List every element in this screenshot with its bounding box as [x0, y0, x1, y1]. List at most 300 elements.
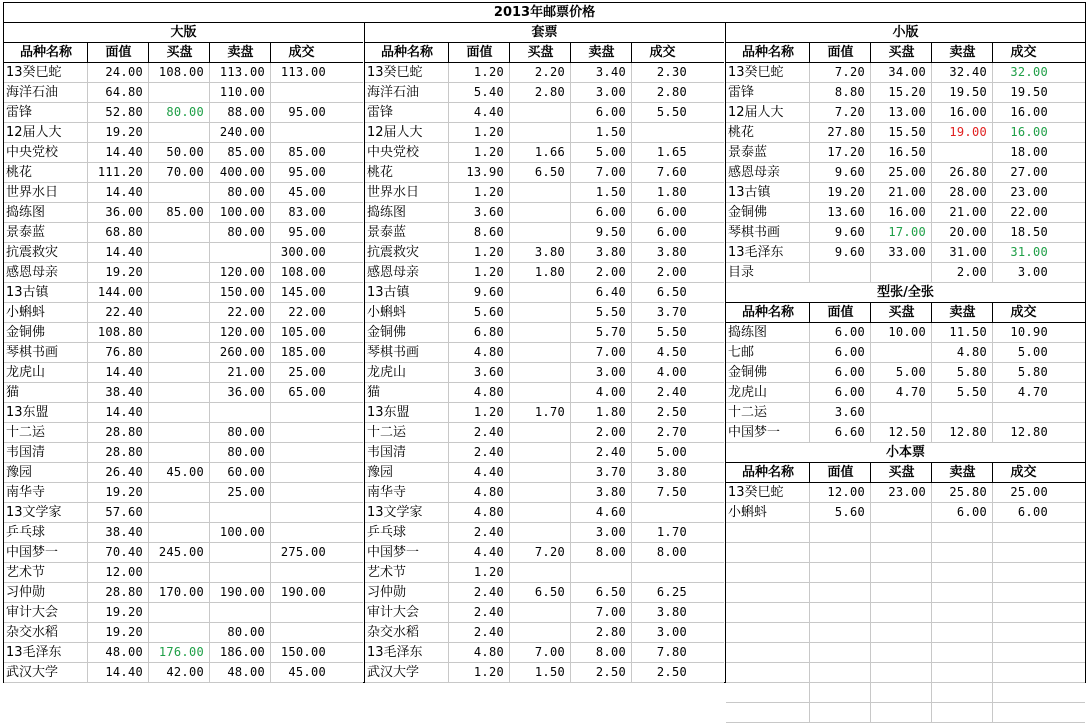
price-cell[interactable]: 176.00 — [158, 645, 204, 659]
price-cell[interactable]: 21.00 — [227, 365, 265, 379]
price-cell[interactable]: 95.00 — [288, 105, 326, 119]
price-cell[interactable] — [871, 563, 932, 583]
price-cell[interactable]: 10.00 — [888, 325, 926, 339]
price-cell[interactable]: 3.80 — [595, 485, 626, 499]
price-cell[interactable] — [993, 583, 1054, 603]
stamp-name-cell[interactable]: 景泰蓝 — [728, 145, 768, 160]
price-cell[interactable]: 32.40 — [949, 65, 987, 79]
stamp-name-cell[interactable]: 抗震救灾 — [367, 245, 420, 260]
price-cell[interactable] — [871, 523, 932, 543]
price-cell[interactable]: 7.00 — [595, 345, 626, 359]
price-cell[interactable] — [149, 483, 210, 503]
price-cell[interactable] — [149, 283, 210, 303]
price-cell[interactable]: 6.80 — [473, 325, 504, 339]
stamp-name-cell[interactable]: 13癸巳蛇 — [367, 65, 423, 80]
price-cell[interactable]: 12.80 — [949, 425, 987, 439]
price-cell[interactable]: 64.80 — [105, 85, 143, 99]
price-cell[interactable]: 5.60 — [834, 505, 865, 519]
price-cell[interactable]: 83.00 — [288, 205, 326, 219]
price-cell[interactable]: 6.00 — [656, 225, 687, 239]
price-cell[interactable] — [149, 503, 210, 523]
price-cell[interactable] — [810, 603, 871, 623]
stamp-name-cell[interactable]: 13毛泽东 — [728, 245, 784, 260]
price-cell[interactable] — [210, 403, 271, 423]
price-cell[interactable]: 27.80 — [827, 125, 865, 139]
price-cell[interactable]: 113.00 — [280, 65, 326, 79]
price-cell[interactable] — [571, 563, 632, 583]
stamp-name-cell[interactable]: 武汉大学 — [6, 665, 59, 680]
price-cell[interactable] — [810, 643, 871, 663]
price-cell[interactable]: 52.80 — [105, 105, 143, 119]
price-cell[interactable]: 85.00 — [166, 205, 204, 219]
price-cell[interactable] — [271, 443, 332, 463]
price-cell[interactable]: 108.00 — [280, 265, 326, 279]
price-cell[interactable] — [871, 663, 932, 683]
price-cell[interactable]: 70.40 — [105, 545, 143, 559]
price-cell[interactable]: 25.80 — [949, 485, 987, 499]
price-cell[interactable]: 60.00 — [227, 465, 265, 479]
stamp-name-cell[interactable]: 韦国清 — [367, 445, 407, 460]
stamp-name-cell[interactable]: 金铜佛 — [6, 325, 46, 340]
price-cell[interactable]: 4.70 — [895, 385, 926, 399]
price-cell[interactable] — [510, 103, 571, 123]
stamp-name-cell[interactable]: 南华寺 — [367, 485, 407, 500]
stamp-name-cell[interactable] — [726, 543, 810, 563]
price-cell[interactable] — [510, 443, 571, 463]
price-cell[interactable]: 11.50 — [949, 325, 987, 339]
price-cell[interactable]: 6.00 — [834, 345, 865, 359]
stamp-name-cell[interactable]: 武汉大学 — [367, 665, 420, 680]
price-cell[interactable] — [993, 643, 1054, 663]
price-cell[interactable]: 3.00 — [595, 85, 626, 99]
price-cell[interactable] — [993, 403, 1054, 423]
price-cell[interactable] — [810, 583, 871, 603]
price-cell[interactable] — [932, 623, 993, 643]
price-cell[interactable] — [510, 483, 571, 503]
price-cell[interactable] — [932, 403, 993, 423]
price-cell[interactable]: 3.80 — [534, 245, 565, 259]
price-cell[interactable]: 2.00 — [595, 425, 626, 439]
price-cell[interactable] — [632, 563, 693, 583]
price-cell[interactable]: 80.00 — [227, 225, 265, 239]
price-cell[interactable]: 120.00 — [219, 265, 265, 279]
price-cell[interactable] — [271, 463, 332, 483]
price-cell[interactable] — [993, 623, 1054, 643]
price-cell[interactable]: 19.20 — [105, 605, 143, 619]
stamp-name-cell[interactable] — [726, 683, 810, 703]
price-cell[interactable]: 2.30 — [656, 65, 687, 79]
price-cell[interactable] — [510, 503, 571, 523]
price-cell[interactable]: 1.66 — [534, 145, 565, 159]
price-cell[interactable]: 8.60 — [473, 225, 504, 239]
price-cell[interactable] — [871, 703, 932, 723]
price-cell[interactable]: 144.00 — [97, 285, 143, 299]
price-cell[interactable]: 4.80 — [473, 385, 504, 399]
price-cell[interactable] — [271, 423, 332, 443]
price-cell[interactable]: 14.40 — [105, 665, 143, 679]
price-cell[interactable] — [510, 423, 571, 443]
price-cell[interactable]: 85.00 — [288, 145, 326, 159]
stamp-name-cell[interactable] — [726, 583, 810, 603]
price-cell[interactable]: 38.40 — [105, 385, 143, 399]
price-cell[interactable] — [149, 323, 210, 343]
stamp-name-cell[interactable]: 13癸巳蛇 — [728, 485, 784, 500]
price-cell[interactable]: 19.20 — [105, 625, 143, 639]
price-cell[interactable] — [932, 563, 993, 583]
stamp-name-cell[interactable]: 捣练图 — [6, 205, 46, 220]
price-cell[interactable]: 2.80 — [595, 625, 626, 639]
price-cell[interactable]: 80.00 — [227, 445, 265, 459]
price-cell[interactable] — [810, 703, 871, 723]
price-cell[interactable]: 45.00 — [166, 465, 204, 479]
price-cell[interactable]: 8.00 — [595, 545, 626, 559]
price-cell[interactable] — [810, 683, 871, 703]
stamp-name-cell[interactable]: 感恩母亲 — [728, 165, 781, 180]
price-cell[interactable]: 5.60 — [473, 305, 504, 319]
price-cell[interactable]: 22.40 — [105, 305, 143, 319]
stamp-name-cell[interactable]: 七邮 — [728, 345, 755, 360]
price-cell[interactable]: 21.00 — [888, 185, 926, 199]
price-cell[interactable] — [149, 403, 210, 423]
price-cell[interactable]: 12.00 — [105, 565, 143, 579]
price-cell[interactable] — [510, 463, 571, 483]
price-cell[interactable]: 23.00 — [1010, 185, 1048, 199]
price-cell[interactable]: 2.40 — [473, 525, 504, 539]
price-cell[interactable]: 48.00 — [227, 665, 265, 679]
price-cell[interactable]: 2.50 — [595, 665, 626, 679]
stamp-name-cell[interactable]: 感恩母亲 — [367, 265, 420, 280]
price-cell[interactable] — [932, 643, 993, 663]
price-cell[interactable]: 2.70 — [656, 425, 687, 439]
price-cell[interactable]: 16.00 — [1010, 125, 1048, 139]
price-cell[interactable] — [993, 663, 1054, 683]
stamp-name-cell[interactable]: 十二运 — [6, 425, 46, 440]
price-cell[interactable]: 19.50 — [949, 85, 987, 99]
price-cell[interactable]: 185.00 — [280, 345, 326, 359]
price-cell[interactable]: 17.20 — [827, 145, 865, 159]
price-cell[interactable] — [149, 523, 210, 543]
price-cell[interactable]: 1.20 — [473, 405, 504, 419]
price-cell[interactable] — [510, 523, 571, 543]
price-cell[interactable]: 2.20 — [534, 65, 565, 79]
price-cell[interactable] — [993, 563, 1054, 583]
price-cell[interactable]: 3.00 — [1017, 265, 1048, 279]
price-cell[interactable]: 95.00 — [288, 165, 326, 179]
price-cell[interactable]: 4.00 — [656, 365, 687, 379]
price-cell[interactable] — [871, 643, 932, 663]
price-cell[interactable] — [271, 123, 332, 143]
price-cell[interactable] — [810, 663, 871, 683]
price-cell[interactable]: 6.50 — [656, 285, 687, 299]
price-cell[interactable]: 1.80 — [656, 185, 687, 199]
price-cell[interactable] — [149, 623, 210, 643]
stamp-name-cell[interactable]: 13毛泽东 — [367, 645, 423, 660]
stamp-name-cell[interactable]: 12届人大 — [728, 105, 784, 120]
stamp-name-cell[interactable]: 雷锋 — [367, 105, 394, 120]
price-cell[interactable]: 65.00 — [288, 385, 326, 399]
price-cell[interactable]: 3.00 — [595, 365, 626, 379]
price-cell[interactable] — [993, 703, 1054, 723]
stamp-name-cell[interactable]: 12届人大 — [6, 125, 62, 140]
price-cell[interactable]: 240.00 — [219, 125, 265, 139]
price-cell[interactable]: 7.20 — [834, 105, 865, 119]
price-cell[interactable]: 150.00 — [219, 285, 265, 299]
price-cell[interactable]: 14.40 — [105, 245, 143, 259]
price-cell[interactable] — [149, 243, 210, 263]
price-cell[interactable]: 28.80 — [105, 585, 143, 599]
price-cell[interactable]: 8.00 — [656, 545, 687, 559]
price-cell[interactable] — [149, 83, 210, 103]
price-cell[interactable]: 25.00 — [227, 485, 265, 499]
price-cell[interactable]: 6.00 — [834, 365, 865, 379]
price-cell[interactable]: 3.60 — [473, 365, 504, 379]
price-cell[interactable]: 190.00 — [219, 585, 265, 599]
price-cell[interactable] — [510, 123, 571, 143]
price-cell[interactable]: 16.50 — [888, 145, 926, 159]
price-cell[interactable]: 12.50 — [888, 425, 926, 439]
price-cell[interactable]: 5.50 — [656, 325, 687, 339]
price-cell[interactable]: 7.60 — [656, 165, 687, 179]
price-cell[interactable]: 4.80 — [473, 345, 504, 359]
price-cell[interactable] — [932, 143, 993, 163]
price-cell[interactable]: 3.00 — [656, 625, 687, 639]
stamp-name-cell[interactable]: 习仲勋 — [367, 585, 407, 600]
price-cell[interactable]: 13.00 — [888, 105, 926, 119]
price-cell[interactable] — [149, 343, 210, 363]
price-cell[interactable]: 15.20 — [888, 85, 926, 99]
price-cell[interactable]: 3.60 — [834, 405, 865, 419]
price-cell[interactable]: 4.70 — [1017, 385, 1048, 399]
stamp-name-cell[interactable]: 豫园 — [367, 465, 394, 480]
stamp-name-cell[interactable]: 13古镇 — [367, 285, 410, 300]
price-cell[interactable] — [810, 523, 871, 543]
stamp-name-cell[interactable]: 乒乓球 — [6, 525, 46, 540]
stamp-name-cell[interactable]: 12届人大 — [367, 125, 423, 140]
price-cell[interactable]: 1.20 — [473, 265, 504, 279]
stamp-name-cell[interactable]: 金铜佛 — [728, 365, 768, 380]
price-cell[interactable]: 22.00 — [227, 305, 265, 319]
stamp-name-cell[interactable]: 中国梦一 — [6, 545, 59, 560]
price-cell[interactable]: 4.80 — [956, 345, 987, 359]
price-cell[interactable]: 28.00 — [949, 185, 987, 199]
stamp-name-cell[interactable]: 琴棋书画 — [6, 345, 59, 360]
price-cell[interactable]: 300.00 — [280, 245, 326, 259]
stamp-name-cell[interactable]: 豫园 — [6, 465, 33, 480]
price-cell[interactable]: 7.50 — [656, 485, 687, 499]
stamp-name-cell[interactable]: 杂交水稻 — [367, 625, 420, 640]
price-cell[interactable]: 6.50 — [534, 165, 565, 179]
price-cell[interactable]: 9.60 — [473, 285, 504, 299]
price-cell[interactable]: 31.00 — [949, 245, 987, 259]
price-cell[interactable]: 6.50 — [534, 585, 565, 599]
price-cell[interactable] — [510, 563, 571, 583]
price-cell[interactable]: 2.40 — [473, 585, 504, 599]
stamp-name-cell[interactable]: 世界水日 — [6, 185, 59, 200]
price-cell[interactable]: 80.00 — [227, 625, 265, 639]
stamp-name-cell[interactable]: 13古镇 — [728, 185, 771, 200]
price-cell[interactable]: 4.80 — [473, 505, 504, 519]
stamp-name-cell[interactable]: 桃花 — [728, 125, 755, 140]
stamp-name-cell[interactable]: 龙虎山 — [367, 365, 407, 380]
price-cell[interactable]: 4.40 — [473, 545, 504, 559]
price-cell[interactable]: 186.00 — [219, 645, 265, 659]
price-cell[interactable]: 5.80 — [1017, 365, 1048, 379]
price-cell[interactable]: 2.40 — [473, 625, 504, 639]
price-cell[interactable] — [210, 563, 271, 583]
price-cell[interactable] — [149, 423, 210, 443]
price-cell[interactable]: 110.00 — [219, 85, 265, 99]
price-cell[interactable] — [810, 263, 871, 283]
price-cell[interactable] — [271, 83, 332, 103]
price-cell[interactable] — [510, 303, 571, 323]
price-cell[interactable]: 113.00 — [219, 65, 265, 79]
price-cell[interactable] — [149, 123, 210, 143]
price-cell[interactable]: 6.50 — [595, 585, 626, 599]
price-cell[interactable]: 3.00 — [595, 525, 626, 539]
price-cell[interactable]: 50.00 — [166, 145, 204, 159]
stamp-name-cell[interactable]: 韦国清 — [6, 445, 46, 460]
price-cell[interactable]: 19.20 — [105, 125, 143, 139]
price-cell[interactable]: 95.00 — [288, 225, 326, 239]
price-cell[interactable]: 5.40 — [473, 85, 504, 99]
price-cell[interactable] — [632, 503, 693, 523]
price-cell[interactable] — [932, 543, 993, 563]
price-cell[interactable]: 25.00 — [1010, 485, 1048, 499]
stamp-name-cell[interactable]: 艺术节 — [6, 565, 46, 580]
price-cell[interactable] — [510, 283, 571, 303]
price-cell[interactable]: 1.50 — [595, 185, 626, 199]
price-cell[interactable]: 19.20 — [105, 485, 143, 499]
price-cell[interactable]: 3.80 — [656, 245, 687, 259]
price-cell[interactable]: 16.00 — [949, 105, 987, 119]
price-cell[interactable]: 45.00 — [288, 665, 326, 679]
price-cell[interactable]: 1.80 — [595, 405, 626, 419]
stamp-name-cell[interactable]: 乒乓球 — [367, 525, 407, 540]
price-cell[interactable] — [932, 703, 993, 723]
price-cell[interactable]: 275.00 — [280, 545, 326, 559]
price-cell[interactable]: 1.80 — [534, 265, 565, 279]
price-cell[interactable]: 3.40 — [595, 65, 626, 79]
price-cell[interactable]: 36.00 — [105, 205, 143, 219]
price-cell[interactable]: 7.80 — [656, 645, 687, 659]
price-cell[interactable] — [149, 263, 210, 283]
price-cell[interactable]: 1.65 — [656, 145, 687, 159]
price-cell[interactable]: 1.20 — [473, 125, 504, 139]
price-cell[interactable]: 33.00 — [888, 245, 926, 259]
price-cell[interactable] — [993, 543, 1054, 563]
price-cell[interactable]: 7.20 — [834, 65, 865, 79]
stamp-name-cell[interactable]: 猫 — [6, 385, 20, 400]
price-cell[interactable]: 13.90 — [466, 165, 504, 179]
price-cell[interactable] — [149, 303, 210, 323]
stamp-name-cell[interactable]: 中央党校 — [367, 145, 420, 160]
price-cell[interactable]: 68.80 — [105, 225, 143, 239]
price-cell[interactable]: 150.00 — [280, 645, 326, 659]
price-cell[interactable]: 6.00 — [595, 105, 626, 119]
stamp-name-cell[interactable]: 13东盟 — [367, 405, 410, 420]
stamp-name-cell[interactable]: 南华寺 — [6, 485, 46, 500]
price-cell[interactable] — [149, 223, 210, 243]
stamp-name-cell[interactable]: 杂交水稻 — [6, 625, 59, 640]
stamp-name-cell[interactable]: 琴棋书画 — [728, 225, 781, 240]
price-cell[interactable]: 4.40 — [473, 105, 504, 119]
price-cell[interactable]: 2.50 — [656, 405, 687, 419]
price-cell[interactable]: 100.00 — [219, 525, 265, 539]
price-cell[interactable]: 76.80 — [105, 345, 143, 359]
price-cell[interactable]: 14.40 — [105, 185, 143, 199]
price-cell[interactable]: 1.20 — [473, 245, 504, 259]
price-cell[interactable]: 15.50 — [888, 125, 926, 139]
price-cell[interactable]: 18.50 — [1010, 225, 1048, 239]
stamp-name-cell[interactable]: 艺术节 — [367, 565, 407, 580]
price-cell[interactable]: 38.40 — [105, 525, 143, 539]
price-cell[interactable]: 7.00 — [595, 605, 626, 619]
price-cell[interactable] — [510, 223, 571, 243]
price-cell[interactable]: 9.60 — [834, 245, 865, 259]
price-cell[interactable]: 170.00 — [158, 585, 204, 599]
stamp-name-cell[interactable]: 捣练图 — [728, 325, 768, 340]
price-cell[interactable]: 190.00 — [280, 585, 326, 599]
stamp-name-cell[interactable]: 金铜佛 — [728, 205, 768, 220]
price-cell[interactable]: 3.80 — [656, 465, 687, 479]
price-cell[interactable]: 5.00 — [1017, 345, 1048, 359]
stamp-name-cell[interactable]: 习仲勋 — [6, 585, 46, 600]
price-cell[interactable]: 4.50 — [656, 345, 687, 359]
price-cell[interactable] — [871, 583, 932, 603]
price-cell[interactable]: 80.00 — [227, 185, 265, 199]
price-cell[interactable]: 1.20 — [473, 185, 504, 199]
price-cell[interactable] — [810, 543, 871, 563]
stamp-name-cell[interactable]: 龙虎山 — [728, 385, 768, 400]
price-cell[interactable]: 5.70 — [595, 325, 626, 339]
price-cell[interactable]: 19.00 — [949, 125, 987, 139]
stamp-name-cell[interactable]: 雷锋 — [728, 85, 755, 100]
price-cell[interactable] — [271, 403, 332, 423]
price-cell[interactable]: 48.00 — [105, 645, 143, 659]
stamp-name-cell[interactable]: 13古镇 — [6, 285, 49, 300]
price-cell[interactable]: 6.00 — [656, 205, 687, 219]
stamp-name-cell[interactable] — [726, 523, 810, 543]
price-cell[interactable] — [632, 123, 693, 143]
price-cell[interactable]: 260.00 — [219, 345, 265, 359]
price-cell[interactable]: 80.00 — [166, 105, 204, 119]
price-cell[interactable]: 111.20 — [97, 165, 143, 179]
price-cell[interactable]: 105.00 — [280, 325, 326, 339]
price-cell[interactable]: 3.60 — [473, 205, 504, 219]
price-cell[interactable] — [271, 503, 332, 523]
price-cell[interactable]: 5.50 — [956, 385, 987, 399]
price-cell[interactable]: 14.40 — [105, 145, 143, 159]
price-cell[interactable]: 2.00 — [956, 265, 987, 279]
price-cell[interactable] — [149, 383, 210, 403]
stamp-name-cell[interactable]: 13文学家 — [367, 505, 423, 520]
price-cell[interactable]: 4.80 — [473, 645, 504, 659]
price-cell[interactable] — [871, 263, 932, 283]
price-cell[interactable] — [932, 663, 993, 683]
price-cell[interactable]: 36.00 — [227, 385, 265, 399]
price-cell[interactable]: 2.40 — [473, 425, 504, 439]
stamp-name-cell[interactable]: 雷锋 — [6, 105, 33, 120]
price-cell[interactable]: 9.60 — [834, 165, 865, 179]
stamp-name-cell[interactable]: 13癸巳蛇 — [728, 65, 784, 80]
price-cell[interactable]: 3.70 — [595, 465, 626, 479]
price-cell[interactable]: 1.50 — [595, 125, 626, 139]
price-cell[interactable]: 4.40 — [473, 465, 504, 479]
stamp-name-cell[interactable] — [726, 563, 810, 583]
stamp-name-cell[interactable]: 桃花 — [6, 165, 33, 180]
price-cell[interactable]: 2.40 — [656, 385, 687, 399]
price-cell[interactable]: 1.50 — [534, 665, 565, 679]
